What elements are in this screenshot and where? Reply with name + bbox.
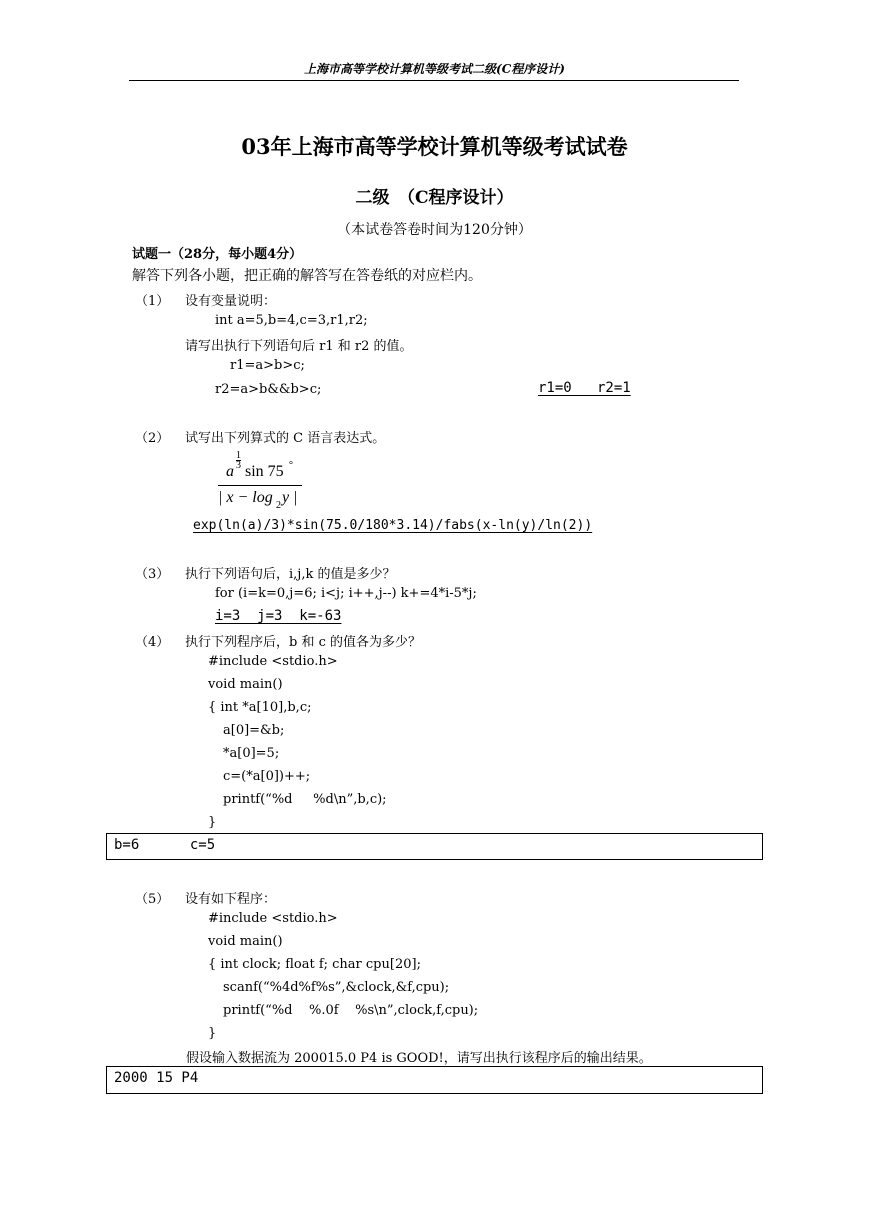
q4-code-line: printf(“%d %d\n”,b,c); [223,792,387,807]
q5-code-line: { int clock; float f; char cpu[20]; [208,957,421,972]
q2-text: 试写出下列算式的 C 语言表达式。 [185,431,386,446]
q4-code-line: void main() [208,677,283,692]
formula-degree: ° [289,460,293,471]
q2-number: （2） [135,431,170,446]
formula-fn: sin 75 [245,463,284,480]
formula-log-base: 2 [276,500,281,511]
q4-code-line: } [208,815,217,830]
exam-subtitle: 二级 （C程序设计） [355,188,514,208]
q1-code-decl: int a=5,b=4,c=3,r1,r2; [215,313,368,328]
q5-text: 设有如下程序： [185,892,277,907]
page-header: 上海市高等学校计算机等级考试二级(C程序设计) [304,62,565,76]
formula-denominator-tail: y | [282,489,298,506]
q4-code-line: { int *a[10],b,c; [208,700,312,715]
q5-code-line: #include <stdio.h> [208,911,338,926]
section1-heading: 试题一（28分，每小题4分） [132,247,303,262]
q1-code-r2: r2=a>b&&b>c; [215,382,322,397]
q4-code-line: c=(*a[0])++; [223,769,311,784]
q5-text2: 假设输入数据流为 200015.0 P4 is GOOD!，请写出执行该程序后的输出结果。 [186,1051,652,1066]
q1-code-r1: r1=a>b>c; [230,358,305,373]
formula-denominator: | x − log [218,489,273,506]
q4-code-line: *a[0]=5; [223,746,280,761]
q3-answer: i=3 j=3 k=-63 [215,608,342,624]
q1-text: 设有变量说明： [185,294,277,309]
q5-code-line: printf(“%d %.0f %s\n”,clock,f,cpu); [223,1003,479,1018]
q3-number: （3） [135,567,170,582]
q5-number: （5） [135,892,170,907]
q5-code-line: } [208,1026,217,1041]
q3-code: for (i=k=0,j=6; i<j; i++,j--) k+=4*i-5*j; [215,586,477,601]
time-note: （本试卷答卷时间为120分钟） [337,222,532,238]
q5-answer-box: 2000 15 P4 [106,1066,763,1094]
q2-answer: exp(ln(a)/3)*sin(75.0/180*3.14)/fabs(x-ln(y)/ln(2)) [193,518,593,533]
formula-exp-num: 1 [236,450,241,461]
q5-code-line: void main() [208,934,283,949]
q4-number: （4） [135,635,170,650]
formula-fraction-bar [218,485,302,486]
q4-text: 执行下列程序后，b 和 c 的值各为多少？ [185,635,421,650]
q1-answer: r1=0 r2=1 [538,380,631,396]
section1-instruction: 解答下列各小题，把正确的解答写在答卷纸的对应栏内。 [132,268,482,284]
q4-code-line: a[0]=&b; [223,723,285,738]
exam-title: 03年上海市高等学校计算机等级考试试卷 [241,134,628,159]
q2-formula [218,448,308,510]
q4-code-line: #include <stdio.h> [208,654,338,669]
header-rule [129,80,739,81]
formula-base: a [226,463,234,480]
q4-answer-box: b=6 c=5 [106,833,763,860]
q1-text2: 请写出执行下列语句后 r1 和 r2 的值。 [185,339,413,354]
q5-code-line: scanf(“%4d%f%s”,&clock,&f,cpu); [223,980,450,995]
q3-text: 执行下列语句后，i,j,k 的值是多少？ [185,567,396,582]
formula-exp-den: 3 [236,460,241,471]
q1-number: （1） [135,294,170,309]
